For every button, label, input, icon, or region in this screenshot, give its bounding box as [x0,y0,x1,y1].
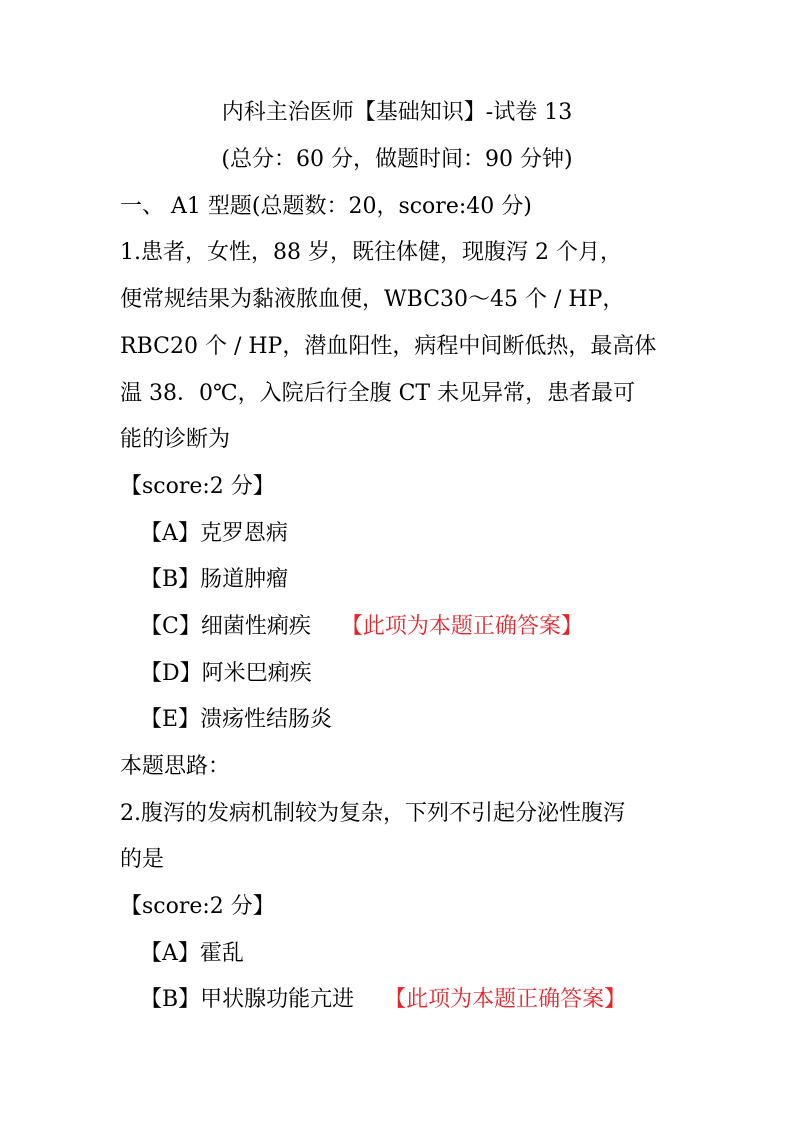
question-1-option-d [140,659,312,689]
option-label: 【A】霍乱 [140,941,244,966]
correct-answer-mark: 【此项为本题正确答案】 [384,987,627,1012]
question-2-score: 【score:2 分】 [120,894,275,919]
question-1-stem-line-3: RBC20 个 / HP，潜血阳性，病程中间断低热，最高体 [120,334,657,359]
question-2-option-a [140,939,244,969]
option-label: 【E】溃疡性结肠炎 [140,707,333,732]
question-1-option-e [140,705,332,735]
question-1-stem-line-5: 能的诊断为 [120,427,231,452]
option-label: 【D】阿米巴痢疾 [140,661,312,686]
question-1-option-a [140,519,288,549]
question-2-stem-line-1: 2.腹泻的发病机制较为复杂，下列不引起分泌性腹泻 [120,801,625,826]
question-2-option-b [140,985,626,1015]
option-label: 【A】克罗恩病 [140,521,288,546]
question-1-explanation-label: 本题思路： [120,754,231,779]
question-1-stem-line-2: 便常规结果为黏液脓血便，WBC30～45 个 / HP， [120,287,625,312]
option-label: 【B】甲状腺功能亢进 [140,987,355,1012]
question-1-option-b [140,565,288,595]
document-title: 内科主治医师【基础知识】-试卷 13 [221,100,573,125]
document-subtitle: (总分：60 分，做题时间：90 分钟) [221,147,573,172]
question-1-stem-line-4: 温 38．0℃，入院后行全腹 CT 未见异常，患者最可 [120,381,636,406]
question-1-option-c [140,612,583,642]
question-1-stem-line-1: 1.患者，女性，88 岁，既往体健，现腹泻 2 个月， [120,240,622,265]
option-label: 【C】细菌性痢疾 [140,614,311,639]
correct-answer-mark: 【此项为本题正确答案】 [340,614,583,639]
section-heading: 一、 A1 型题(总题数：20，score:40 分) [120,194,532,219]
question-2-stem-line-2: 的是 [120,847,165,872]
option-label: 【B】肠道肿瘤 [140,567,289,592]
question-1-score: 【score:2 分】 [120,474,275,499]
